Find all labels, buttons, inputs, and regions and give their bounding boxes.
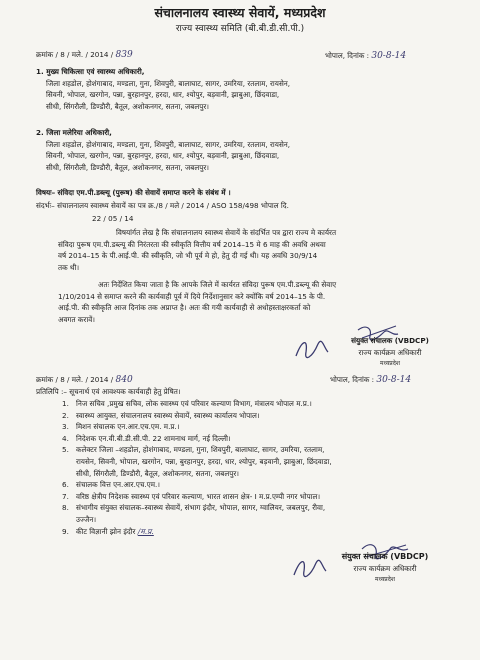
copy-item-text: संचालक वित्त एन.आर.एच.एम.। — [76, 480, 160, 490]
copy-item-number: 4. — [62, 433, 69, 443]
copy-item-text: निदेशक एन.वी.बी.डी.सी.पी. 22 शामनाथ मार्ग, नई दिल्ली। — [76, 433, 231, 443]
signature-2-block — [320, 551, 450, 586]
addressee-2-line: सीधी, सिंगरौली, डिण्डौरी, बैतूल, अशोकनगर, सतना, जबलपुर। — [46, 162, 210, 172]
paragraph-2-line: 1/10/2014 से समाप्त करने की कार्यवाही पूर्व में दिये निर्देशानुसार करे क्योंकि वर्ष 2014–15 के पी. — [58, 291, 326, 301]
copy-item — [62, 491, 470, 503]
copy-item-text: कलेक्टर जिला –शहडोल, होशंगाबाद, मण्डला, गुना, शिवपुरी, बालाघाट, सागर, उमरिया, रतलाम, — [76, 445, 325, 455]
copy-item-number: 1. — [62, 399, 69, 408]
copy-number-line — [36, 374, 133, 386]
reference-line — [36, 200, 466, 212]
letter-date-handwritten: 30-8-14 — [371, 51, 407, 61]
copy-item — [62, 410, 470, 422]
signature-1-designation: संयुक्त संचालक (VBDCP) — [351, 336, 429, 345]
addressee-1 — [36, 66, 456, 112]
copy-item-text: निज सचिव ,प्रमुख सचिव, लोक स्वास्थ्य एवं परिवार कल्याण विभाग, मंत्रालय भोपाल म.प्र.। — [76, 399, 312, 408]
copy-item-text: कीट विज्ञानी झोन इंदौर — [76, 526, 136, 536]
copy-item — [62, 479, 470, 491]
addressee-1-line: सिवनी, भोपाल, खरगोन, पन्ना, बुरहानपुर, हरदा, धार, श्योपुर, बड़वानी, झाबुआ, छिंदवाडा, — [46, 90, 280, 100]
copy-item-text: सीधी, सिंगरौली, डिण्डौरी, बैतूल, अशोकनगर, सतना, जबलपुर। — [76, 468, 240, 478]
committee-heading: राज्य स्वास्थ्य समिति (बी.बी.डी.सी.पी.) — [175, 24, 305, 34]
copy-item-number: 8. — [62, 503, 69, 513]
addressee-1-line: सीधी, सिंगरौली, डिण्डौरी, बैतूल, अशोकनगर, सतना, जबलपुर। — [46, 101, 210, 111]
copy-item — [62, 502, 470, 525]
paragraph-2-line: आई.पी. की स्वीकृति आज दिनांक तक अप्राप्त है। अतः की गयी कार्यवाही से अधोहस्ताक्षरकर्ता को — [58, 303, 311, 313]
letter-number-line — [36, 49, 133, 61]
addressee-2 — [36, 127, 456, 173]
copy-item-number: 3. — [62, 422, 69, 432]
copy-item — [62, 433, 470, 445]
addressee-1-line: जिला शहडोल, होशंगाबाद, मण्डला, गुना, शिवपुरी, बालाघाट, सागर, उमरिया, रतलाम, रायसेन, — [46, 78, 291, 88]
copy-item-text: रायसेन, सिवनी, भोपाल, खरगोन, पन्ना, बुरहानपुर, हरदा, धार, श्योपुर, बड़वानी, झाबुआ, छिंदवाडा, — [76, 456, 332, 466]
copy-item — [62, 421, 470, 433]
reference-date: 22 / 05 / 14 — [92, 214, 134, 223]
addressee-1-number: 1. — [36, 67, 44, 76]
subject-line — [36, 187, 466, 199]
office-heading: संचालनालय स्वास्थ्य सेवायें, मध्यप्रदेश — [154, 5, 326, 20]
copy-item-number: 9. — [62, 526, 69, 536]
paragraph-1-line: विषयांर्गत लेख है कि संचालनालय स्वास्थ्य सेवायें के संदर्भित पत्र द्वारा राज्य मे कार्यरत — [116, 228, 337, 237]
copy-item-text: स्वास्थ्य आयुक्त, संचालनालय स्वास्थ्य सेवायें, स्वास्थ्य कार्यालय भोपाल। — [76, 410, 260, 420]
addressee-1-title: मुख्य चिकित्सा एवं स्वास्थ्य अधिकारी, — [46, 67, 145, 76]
letter-date-line — [325, 50, 406, 62]
paragraph-2-line: अवगत करावें। — [58, 314, 95, 324]
letter-date-label: भोपाल, दिनांक : — [325, 51, 370, 60]
copy-date-label: भोपाल, दिनांक : — [330, 375, 375, 384]
copy-item-text: उज्जैन। — [76, 514, 97, 524]
paragraph-2-line: अतः निर्देशित किया जाता है कि आपके जिले में कार्यरत संविदा पुरूष एम.पी.डब्ल्यू की सेवाए — [98, 280, 337, 289]
paragraph-1 — [58, 227, 468, 273]
signature-1-block — [330, 335, 450, 370]
subject-text: संविदा एम.पी.डब्ल्यू (पुरूष) की सेवायें समाप्त करने के संबंध में । — [57, 188, 231, 197]
paragraph-1-line: तक थी। — [58, 262, 80, 272]
copy-item — [62, 398, 470, 410]
copy-number-handwritten: 840 — [115, 375, 133, 385]
copy-item-text: वरिष्ठ क्षेत्रीय निदेशक स्वास्थ्य एवं परिवार कल्याण, भारत शासन क्षेत्र- I म.प्र.एम्पी नगर भोपाल। — [76, 491, 321, 501]
addressee-2-number: 2. — [36, 128, 44, 137]
copy-date-handwritten: 30-8-14 — [376, 375, 412, 385]
reference-text: संचालनालय स्वास्थ्य सेवायें का पत्र क्र./8 / मले / 2014 / ASO 158/498 भोपाल दि. — [57, 201, 289, 210]
copy-item-number: 5. — [62, 445, 69, 455]
signature-2-designation: संयुक्त संचालक (VBDCP) — [341, 552, 429, 561]
copy-forward-note: प्रतिलिपि :– सूचनार्थ एवं आवश्यक कार्यवाही हेतु प्रेषित। — [36, 387, 181, 396]
signature-1-state: मध्यप्रदेश — [379, 360, 400, 368]
signature-2-state: मध्यप्रदेश — [374, 576, 395, 584]
copy-item — [62, 444, 470, 479]
copy-item-number: 7. — [62, 491, 69, 501]
copy-item-number: 2. — [62, 410, 69, 420]
signature-2-role: राज्य कार्यक्रम अधिकारी — [353, 563, 417, 573]
copy-date-line — [330, 374, 411, 386]
addressee-2-title: जिला मलेरिया अधिकारी, — [46, 128, 112, 137]
addressee-2-line: जिला शहडोल, होशंगाबाद, मण्डला, गुना, शिवपुरी, बालाघाट, सागर, उमरिया, रतलाम, रायसेन, — [46, 139, 291, 149]
copy-number-label: क्रमांक / 8 / मले. / 2014 / — [36, 375, 114, 384]
copy-item-text: मिशन संचालक एन.आर.एच.एम. म.प्र.। — [76, 422, 180, 432]
copy-list — [62, 398, 470, 537]
copy-item-text: संभागीय संयुक्त संचालक–स्वास्थ्य सेवायें, संभाग इंदौर, भोपाल, सागर, ग्वालियर, जबलपुर, रीवा, — [76, 503, 326, 513]
copy-item-number: 6. — [62, 480, 69, 490]
letter-number-label: क्रमांक / 8 / मले. / 2014 / — [36, 50, 114, 59]
signature-1-role: राज्य कार्यक्रम अधिकारी — [358, 347, 422, 357]
paragraph-1-line: संविदा पुरूष एम.पी.डब्ल्यू की निरंतरता की स्वीकृति वित्तीय वर्ष 2014–15 मे 6 माह की अवधि अथवा — [58, 239, 326, 249]
subject-label: विषयः– — [36, 188, 56, 197]
copy-item-handwritten-note: /म.प्र. — [137, 526, 154, 536]
addressee-2-line: सिवनी, भोपाल, खरगोन, पन्ना, बुरहानपुर, हरदा, धार, श्योपुर, बड़वानी, झाबुआ, छिंदवाडा, — [46, 151, 280, 161]
letter-number-handwritten: 839 — [115, 50, 133, 60]
reference-label: संदर्भः– — [36, 201, 55, 210]
paragraph-1-line: वर्ष 2014–15 के पी.आई.पी. की स्वीकृति, जो भी पूर्व मे हो, हेतु दी गई थी। यह अवधि 30/9/14 — [58, 251, 318, 261]
